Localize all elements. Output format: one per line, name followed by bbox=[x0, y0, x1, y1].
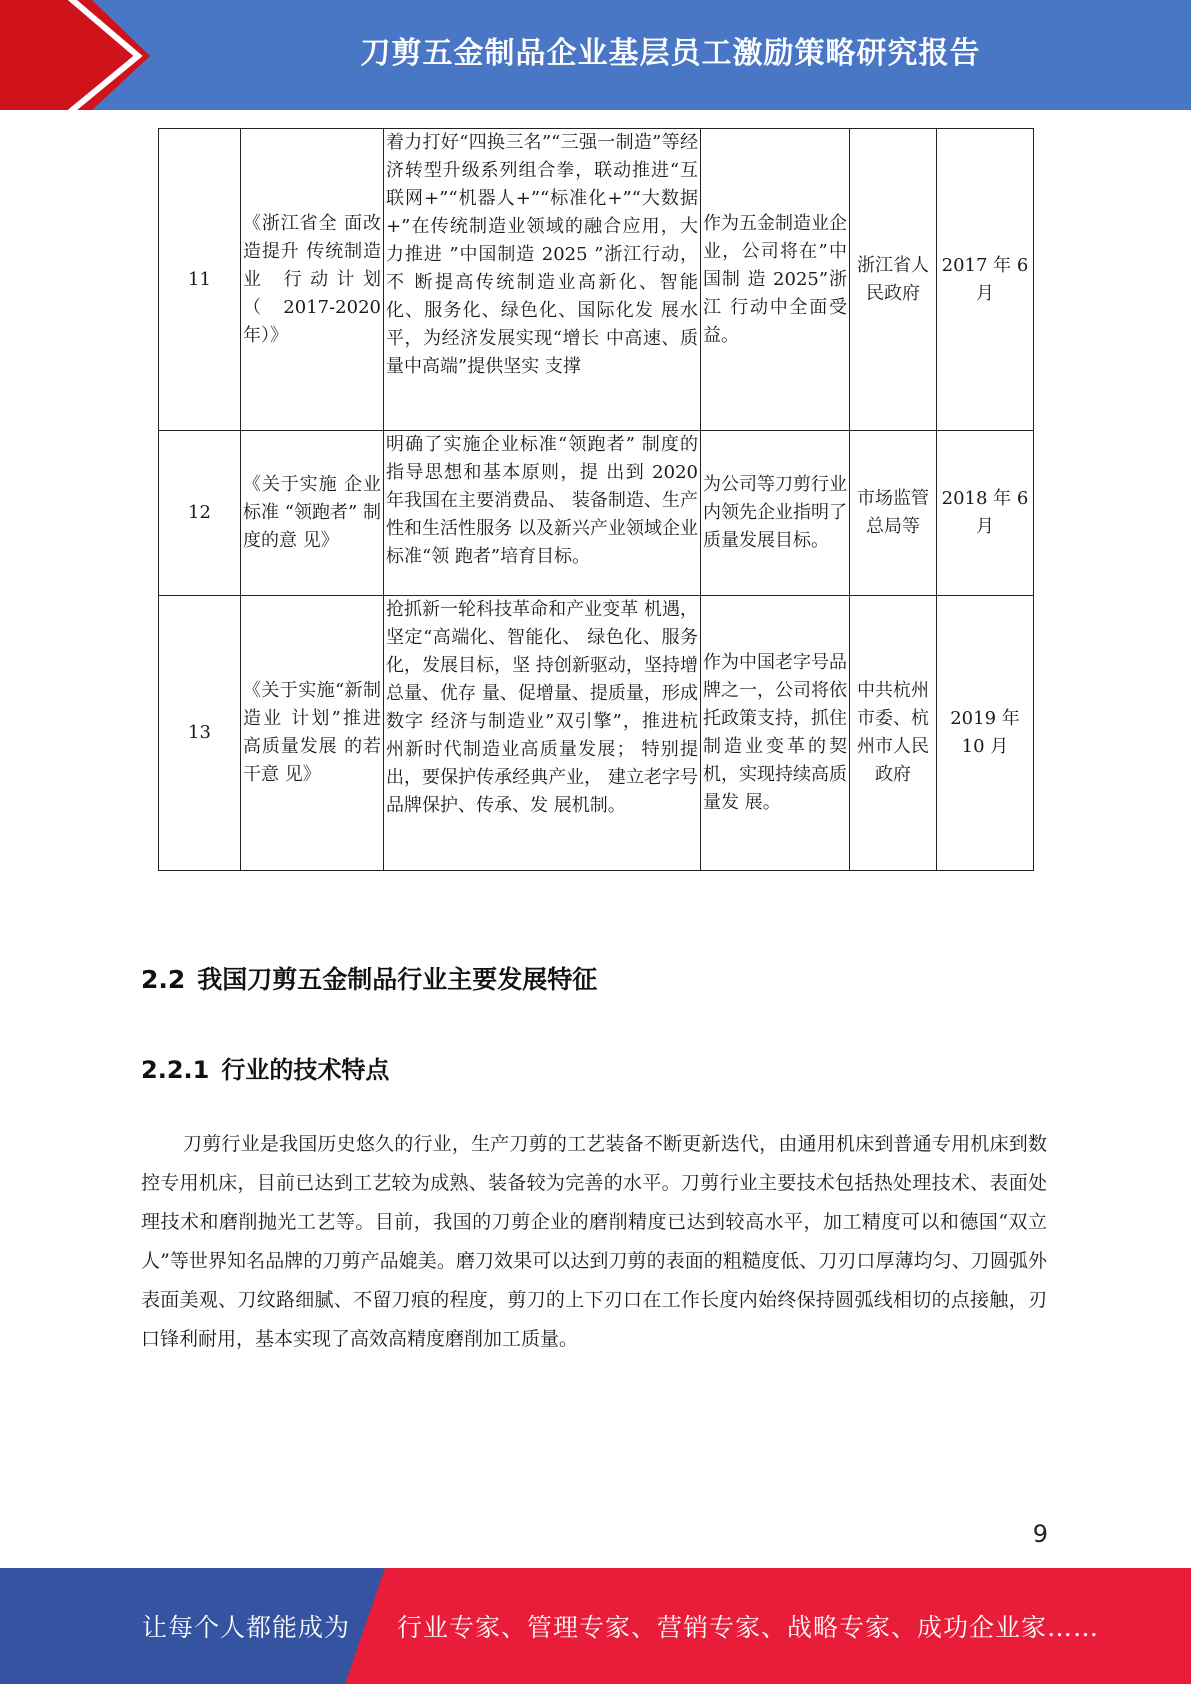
policy-impact: 作为中国老字号品牌之一，公司将依托政策支持，抓住制造业变革的契机，实现持续高质量发 展。 bbox=[701, 596, 850, 871]
row-number: 11 bbox=[159, 129, 241, 431]
page-header bbox=[0, 0, 1191, 110]
policy-name: 《关于实施 企业标准 “领跑者” 制度的意 见》 bbox=[241, 431, 384, 596]
footer-slogan-right: 行业专家、管理专家、营销专家、战略专家、成功企业家…… bbox=[397, 1613, 1100, 1642]
footer-slogan-left: 让每个人都能成为 bbox=[142, 1613, 351, 1642]
policy-name: 《关于实施“新制造业 计划”推进 高质量发展 的若干意 见》 bbox=[241, 596, 384, 871]
report-title: 刀剪五金制品企业基层员工激励策略研究报告 bbox=[360, 36, 981, 71]
section-number: 2.2 bbox=[141, 965, 186, 994]
table-row bbox=[159, 129, 1034, 431]
body-paragraph: 刀剪行业是我国历史悠久的行业，生产刀剪的工艺装备不断更新迭代，由通用机床到普通专用机床到数控专用机床，目前已达到工艺较为成熟、装备较为完善的水平。刀剪行业主要技术包括热处理技术、表面处理技术和磨削抛光工艺等。目前，我国的刀剪企业的磨削精度已达到较高水平，加工精度可以和德国“双立人”等世界知名品牌的刀剪产品媲美。磨刀效果可以达到刀剪的表面的粗糙度低、刀刃口厚薄均匀、刀圆弧外表面美观、刀纹路细腻、不留刀痕的程度，剪刀的上下刃口在工作长度内始终保持圆弧线相切的点接触，刃口锋利耐用，基本实现了高效高精度磨削加工质量。 bbox=[141, 1133, 1047, 1350]
policy-impact: 作为五金制造业企业，公司将在”中国制 造 2025”浙江 行动中全面受 益。 bbox=[701, 129, 850, 431]
policy-content: 明确了实施企业标准“领跑者” 制度的指导思想和基本原则，提 出到 2020 年我国在主要消费品、 装备制造、生产性和生活性服务 以及新兴产业领域企业标准“领 跑者”培育目标。 bbox=[384, 431, 701, 596]
policy-table bbox=[158, 128, 1034, 871]
page-footer bbox=[0, 1568, 1191, 1684]
policy-issuer: 浙江省人民政府 bbox=[850, 129, 937, 431]
subsection-number: 2.2.1 bbox=[141, 1056, 210, 1084]
page-number: 9 bbox=[1032, 1520, 1048, 1548]
policy-date: 2018 年 6 月 bbox=[937, 431, 1034, 596]
policy-impact: 为公司等刀剪行业内领先企业指明了质量发展目标。 bbox=[701, 431, 850, 596]
policy-content: 着力打好“四换三名”“三强一制造”等经济转型升级系列组合拳，联动推进“互联网+”“机器人+”“标准化+”“大数据+”在传统制造业领域的融合应用，大力推进 ”中国制造 2025 ”浙江行动，不 断提高传统制造业高新化、智能 化、服务化、绿色化、国际化发 展水平，为经济发展实现“增长 中高速、质量中高端”提供坚实 支撑 bbox=[384, 129, 701, 431]
section-heading bbox=[141, 960, 597, 996]
policy-name: 《浙江省全 面改造提升 传统制造业 行动计划（2017-2020年）》 bbox=[241, 129, 384, 431]
policy-date: 2017 年 6 月 bbox=[937, 129, 1034, 431]
row-number: 13 bbox=[159, 596, 241, 871]
section-title: 我国刀剪五金制品行业主要发展特征 bbox=[197, 965, 598, 994]
policy-issuer: 市场监管总局等 bbox=[850, 431, 937, 596]
policy-content: 抢抓新一轮科技革命和产业变革 机遇，坚定“高端化、智能化、 绿色化、服务化，发展目标，坚 持创新驱动，坚持增总量、优存 量、促增量、提质量，形成数字 经济与制造业”双引擎”，推进杭 州新时代制造业高质量发展； 特别提出，要保护传承经典产业， 建立老字号品牌保护、传承、发 展机制。 bbox=[384, 596, 701, 871]
policy-issuer: 中共杭州市委、杭州市人民政府 bbox=[850, 596, 937, 871]
subsection-heading bbox=[141, 1050, 389, 1085]
table-row bbox=[159, 431, 1034, 596]
table-row bbox=[159, 596, 1034, 871]
subsection-title: 行业的技术特点 bbox=[221, 1056, 390, 1084]
policy-date: 2019 年 10 月 bbox=[937, 596, 1034, 871]
row-number: 12 bbox=[159, 431, 241, 596]
